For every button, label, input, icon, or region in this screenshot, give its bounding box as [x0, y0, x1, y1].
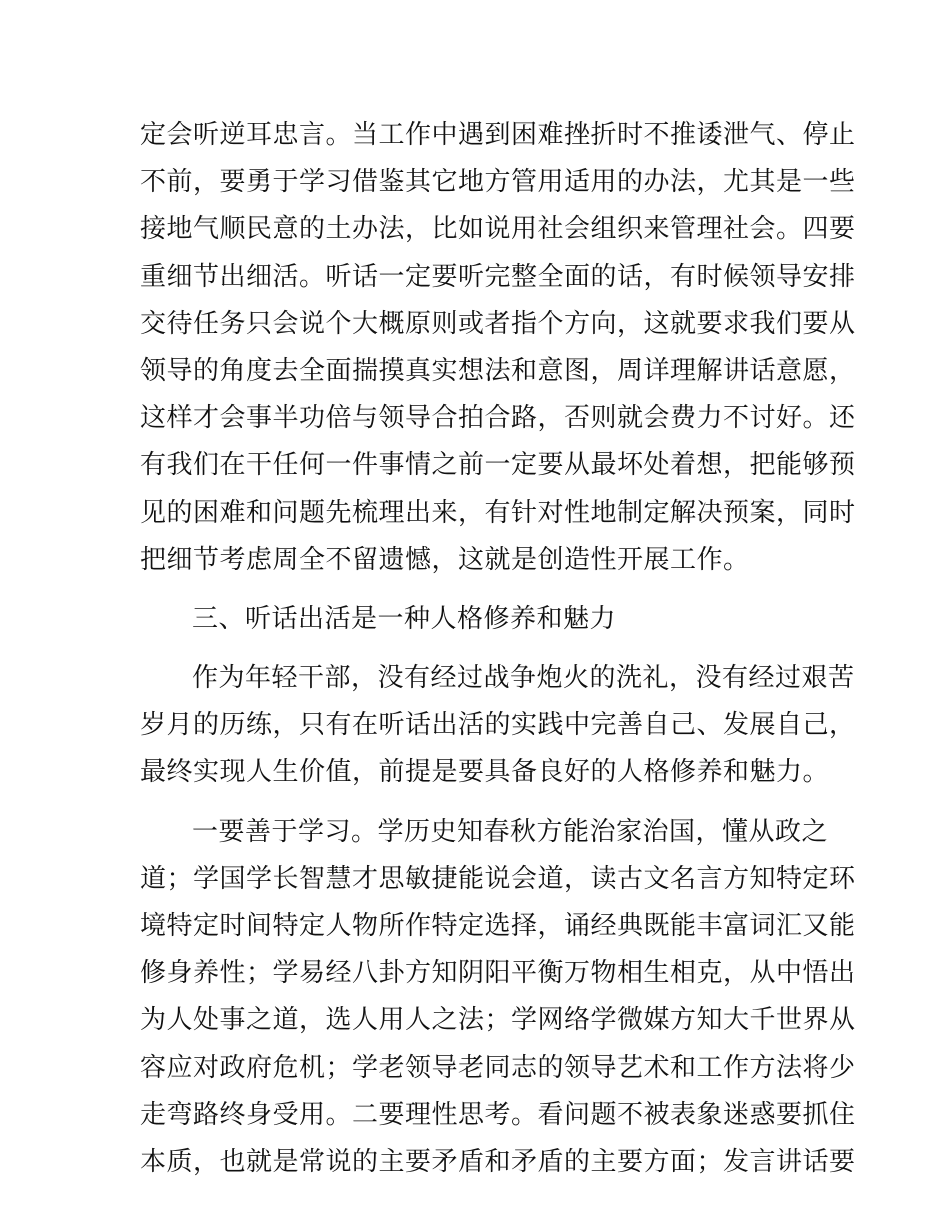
paragraph-gap: [140, 797, 820, 809]
paragraph-learning: [140, 809, 856, 1187]
text-line: 一要善于学习。学历史知春秋方能治家治国，懂从政之: [192, 816, 829, 847]
paragraph-young-cadres: [140, 655, 856, 797]
text-line: 道；学国学长智慧才思敏捷能说会道，读古文名言方知特定环: [140, 863, 856, 894]
paragraph-continued-work-methods: [140, 112, 856, 584]
text-line: 接地气顺民意的土办法，比如说用社会组织来管理社会。四要: [140, 214, 856, 245]
text-line: 本质，也就是常说的主要矛盾和矛盾的主要方面；发言讲话要: [140, 1146, 856, 1177]
text-line: 把细节考虑周全不留遗憾，这就是创造性开展工作。: [140, 544, 750, 575]
text-line: 领导的角度去全面揣摸真实想法和意图，周详理解讲话意愿，: [140, 355, 856, 386]
text-line: 岁月的历练，只有在听话出活的实践中完善自己、发展自己，: [140, 710, 856, 741]
heading-line: 三、听话出活是一种人格修养和魅力: [192, 603, 617, 634]
text-line: 这样才会事半功倍与领导合拍合路，否则就会费力不讨好。还: [140, 403, 856, 434]
text-line: 见的困难和问题先梳理出来，有针对性地制定解决预案，同时: [140, 497, 856, 528]
text-line: 重细节出细活。听话一定要听完整全面的话，有时候领导安排: [140, 261, 856, 292]
text-line: 最终实现人生价值，前提是要具备良好的人格修养和魅力。: [140, 757, 830, 788]
text-line: 走弯路终身受用。二要理性思考。看问题不被表象迷惑要抓住: [140, 1099, 856, 1130]
paragraph-gap: [140, 584, 820, 596]
text-line: 不前，要勇于学习借鉴其它地方管用适用的办法，尤其是一些: [140, 167, 856, 198]
section-heading: [140, 596, 820, 643]
text-line: 修身养性；学易经八卦方知阴阳平衡万物相生相克，从中悟出: [140, 958, 856, 989]
text-line: 交待任务只会说个大概原则或者指个方向，这就要求我们要从: [140, 308, 856, 339]
text-line: 容应对政府危机；学老领导老同志的领导艺术和工作方法将少: [140, 1052, 856, 1083]
text-line: 有我们在干任何一件事情之前一定要从最坏处着想，把能够预: [140, 450, 856, 481]
text-line: 定会听逆耳忠言。当工作中遇到困难挫折时不推诿泄气、停止: [140, 120, 856, 150]
paragraph-gap: [140, 643, 820, 655]
text-line: 作为年轻干部，没有经过战争炮火的洗礼，没有经过艰苦: [192, 663, 855, 694]
document-body: [140, 112, 856, 1186]
text-line: 为人处事之道，选人用人之法；学网络学微媒方知大千世界从: [140, 1005, 856, 1036]
text-line: 境特定时间特定人物所作特定选择，诵经典既能丰富词汇又能: [140, 911, 856, 941]
